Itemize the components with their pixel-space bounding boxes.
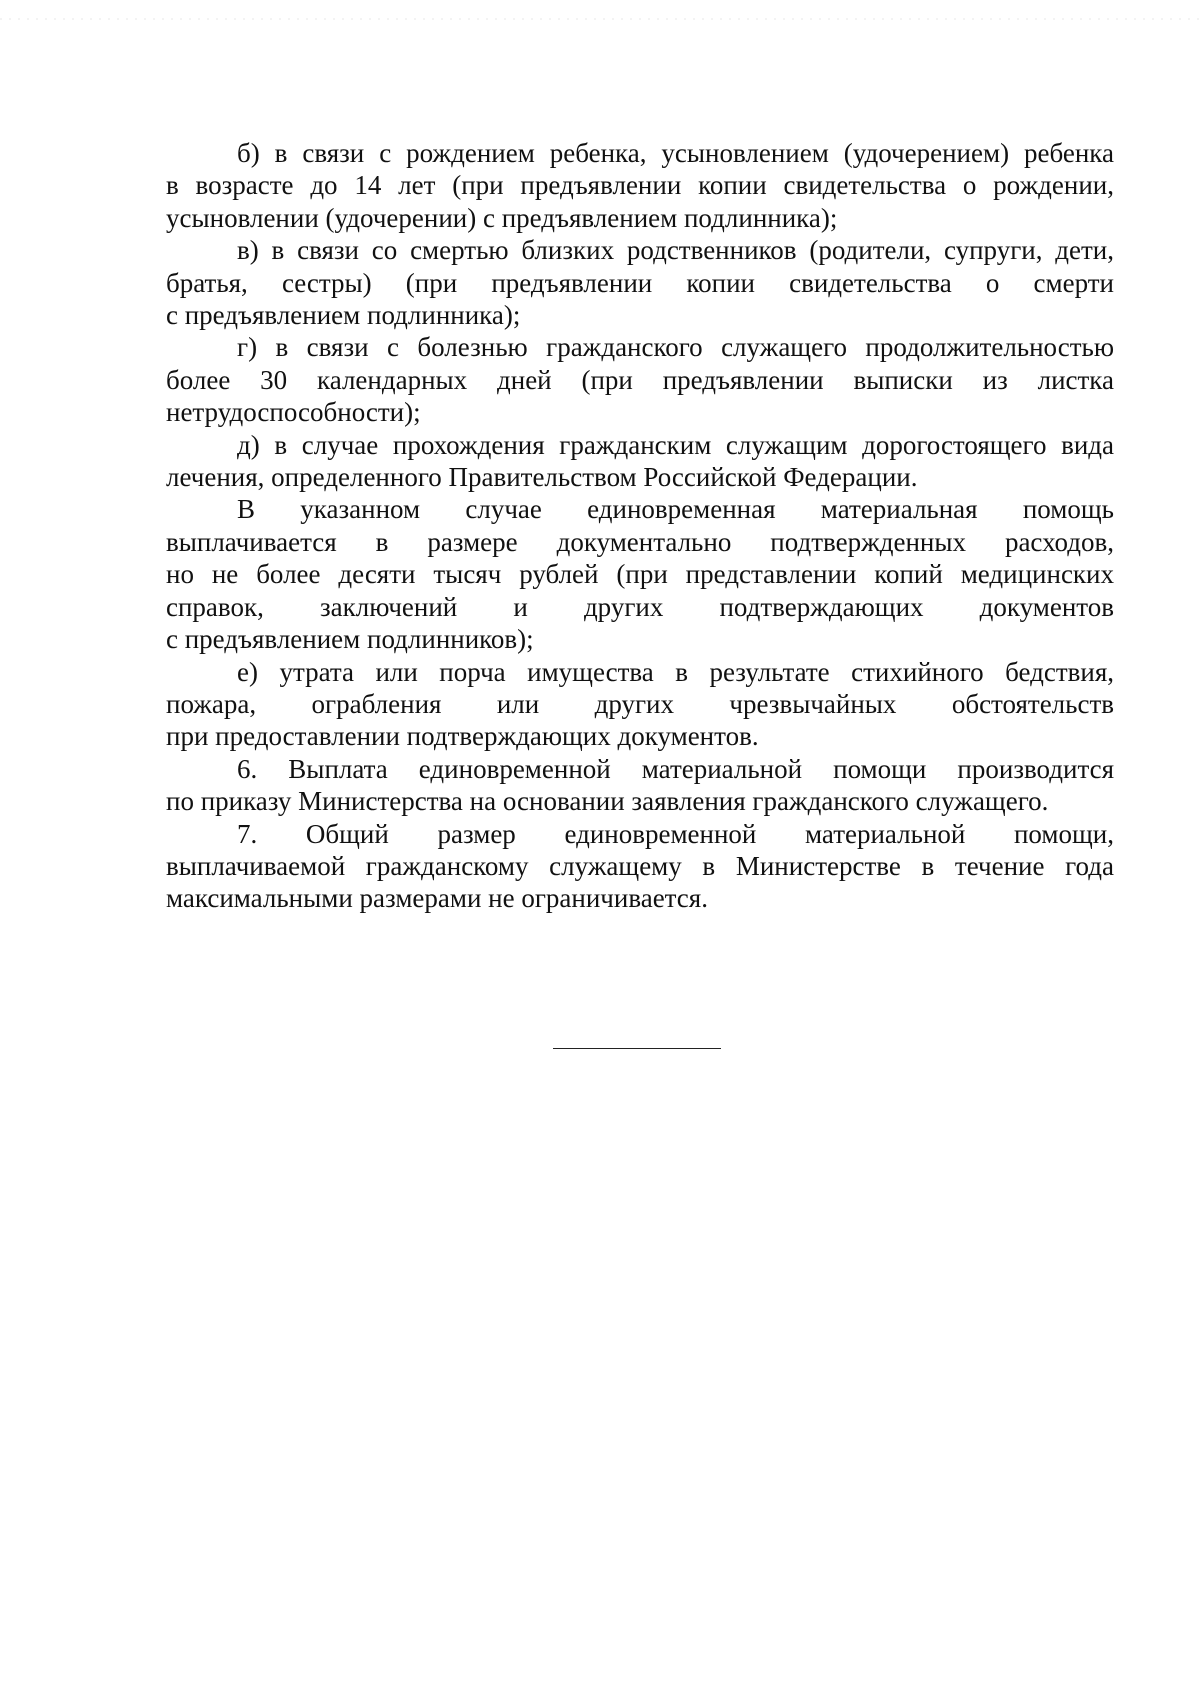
- text-line: б) в связи с рождением ребенка, усыновлением (удочерением) ребенка: [237, 138, 1114, 168]
- text-line: е) утрата или порча имущества в результате стихийного бедствия,: [237, 656, 1114, 687]
- text-line: справок, заключений и других подтверждающих документов: [166, 591, 1114, 622]
- text-line: лечения, определенного Правительством Российской Федерации.: [166, 462, 918, 493]
- text-line: г) в связи с болезнью гражданского служащего продолжительностью: [237, 332, 1114, 363]
- text-line: выплачиваемой гражданскому служащему в Министерстве в течение года: [166, 850, 1114, 881]
- text-line: в возрасте до 14 лет (при предъявлении копии свидетельства о рождении,: [166, 170, 1114, 201]
- text-line: с предъявлением подлинников);: [166, 624, 534, 655]
- text-line: при предоставлении подтверждающих документов.: [166, 721, 759, 752]
- end-of-text-rule: [553, 1048, 721, 1049]
- text-line: 6. Выплата единовременной материальной помощи производится: [237, 753, 1114, 784]
- text-line: более 30 календарных дней (при предъявлении выписки из листка: [166, 364, 1114, 395]
- text-line: нетрудоспособности);: [166, 397, 421, 428]
- text-line: выплачивается в размере документально подтвержденных расходов,: [166, 526, 1114, 557]
- text-line: по приказу Министерства на основании заявления гражданского служащего.: [166, 786, 1049, 817]
- text-line: максимальными размерами не ограничивается.: [166, 883, 708, 914]
- text-line: братья, сестры) (при предъявлении копии свидетельства о смерти: [166, 267, 1114, 298]
- text-line: с предъявлением подлинника);: [166, 300, 521, 331]
- scan-artifact-dots: [0, 18, 1200, 20]
- text-line: но не более десяти тысяч рублей (при представлении копий медицинских: [166, 559, 1114, 590]
- text-line: д) в случае прохождения гражданским служащим дорогостоящего вида: [237, 429, 1114, 460]
- text-line: 7. Общий размер единовременной материальной помощи,: [237, 818, 1114, 849]
- text-line: в) в связи со смертью близких родственников (родители, супруги, дети,: [237, 235, 1114, 266]
- text-line: В указанном случае единовременная материальная помощь: [237, 494, 1114, 525]
- text-line: пожара, ограбления или других чрезвычайных обстоятельств: [166, 688, 1114, 719]
- text-line: усыновлении (удочерении) с предъявлением подлинника);: [166, 202, 838, 233]
- document-body: [166, 137, 1114, 915]
